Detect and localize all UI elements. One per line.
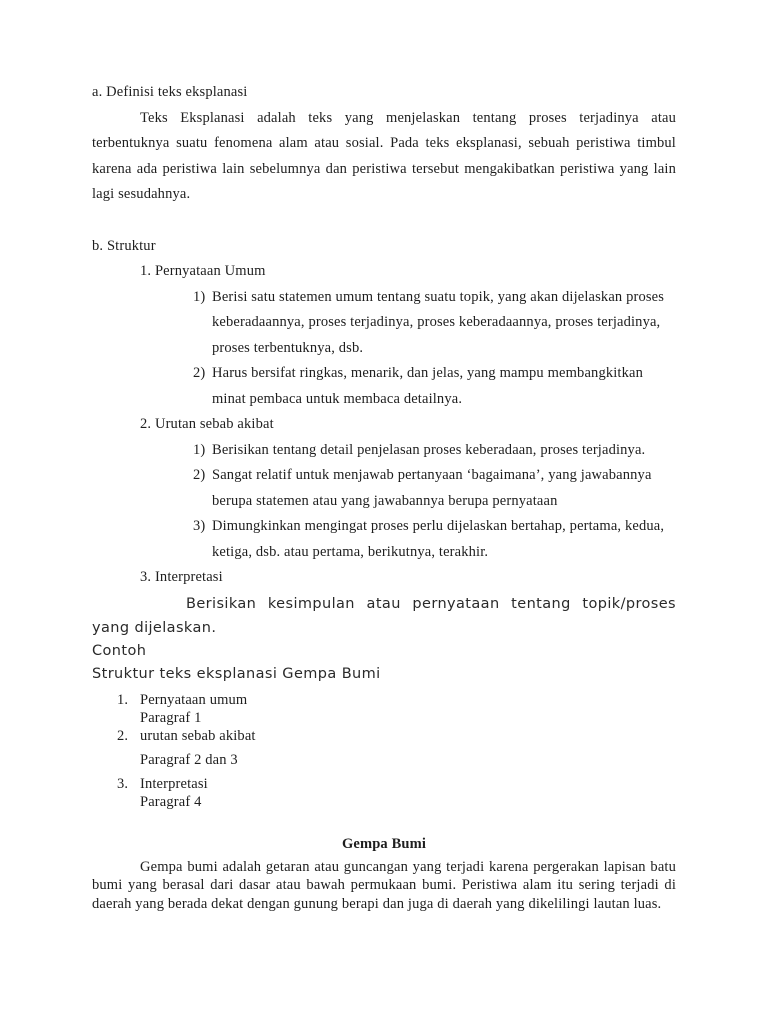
list-item-marker: 3) xyxy=(193,518,206,534)
list-item-number: 3. xyxy=(117,775,129,792)
list-item-paragraf: Paragraf 4 xyxy=(140,793,202,810)
list-item xyxy=(92,727,676,769)
example-title: Gempa Bumi xyxy=(341,835,427,852)
section-a-paragraph: Teks Eksplanasi adalah teks yang menjelaskan tentang proses terjadinya atau terbentuknya suatu fenomena alam atau sosial. Pada teks eksplanasi, sebuah peristiwa timbul karena ada peristiwa lain sebelumnya dan peristiwa tersebut mengakibatkan peristiwa yang lain lagi sesudahnya. xyxy=(92,109,676,202)
list-item-paragraf: Paragraf 1 xyxy=(140,709,202,726)
list-item xyxy=(92,691,676,727)
list-item xyxy=(92,775,676,811)
list-item-text: Berisi satu statemen umum tentang suatu topik, yang akan dijelaskan proses keberadaannya, proses terjadinya, proses keberadaannya, proses terjadinya, proses terbentuknya, dsb. xyxy=(212,288,665,356)
list-item-text: Berisikan tentang detail penjelasan proses keberadaan, proses terjadinya. xyxy=(212,441,646,458)
struktur-item-2-label: 2. Urutan sebab akibat xyxy=(140,416,274,432)
list-item xyxy=(92,514,676,565)
list-item-title: Pernyataan umum xyxy=(140,691,248,708)
list-item xyxy=(92,463,676,514)
list-item-title: Interpretasi xyxy=(140,775,208,792)
list-item-marker: 2) xyxy=(193,467,206,483)
struktur-item-3-label: 3. Interpretasi xyxy=(140,569,223,585)
contoh-list xyxy=(92,691,676,811)
section-b-heading: b. Struktur xyxy=(92,237,156,254)
list-item xyxy=(92,438,676,464)
list-item-number: 1. xyxy=(117,691,129,708)
list-item-text: Dimungkinkan mengingat proses perlu dijelaskan bertahap, pertama, kedua, ketiga, dsb. atau pertama, berikutnya, terakhir. xyxy=(212,518,665,560)
section-a xyxy=(92,80,676,208)
contoh-subtitle: Struktur teks eksplanasi Gempa Bumi xyxy=(92,665,381,682)
list-item-text: Harus bersifat ringkas, menarik, dan jelas, yang mampu membangkitkan minat pembaca untuk membaca detailnya. xyxy=(212,365,643,407)
example-section xyxy=(92,834,676,914)
interpretasi-contoh-block xyxy=(92,592,676,686)
interpretasi-note: Berisikan kesimpulan atau pernyataan tentang topik/proses yang dijelaskan. xyxy=(92,595,676,636)
list-item-paragraf: Paragraf 2 dan 3 xyxy=(140,751,238,768)
list-item xyxy=(92,361,676,412)
list-item-number: 2. xyxy=(117,727,129,744)
list-item-marker: 1) xyxy=(193,288,206,305)
section-a-heading: a. Definisi teks eksplanasi xyxy=(92,84,248,100)
list-item-text: Sangat relatif untuk menjawab pertanyaan ‘bagaimana’, yang jawabannya berupa statemen atau yang jawabannya berupa pernyataan xyxy=(212,467,652,509)
list-item-marker: 1) xyxy=(193,441,206,458)
struktur-item-1-label: 1. Pernyataan Umum xyxy=(140,263,266,279)
document-content xyxy=(92,80,676,913)
contoh-label: Contoh xyxy=(92,642,147,659)
list-item-title: urutan sebab akibat xyxy=(140,727,256,744)
example-paragraph: Gempa bumi adalah getaran atau guncangan yang terjadi karena pergerakan lapisan batu bumi yang berasal dari dasar atau bawah permukaan bumi. Peristiwa alam itu sering terjadi di daerah yang berada dekat dengan gunung berapi dan juga di daerah yang dikelilingi lautan luas. xyxy=(92,858,676,912)
list-item-marker: 2) xyxy=(193,365,206,381)
section-b xyxy=(92,234,676,591)
list-item xyxy=(92,285,676,362)
